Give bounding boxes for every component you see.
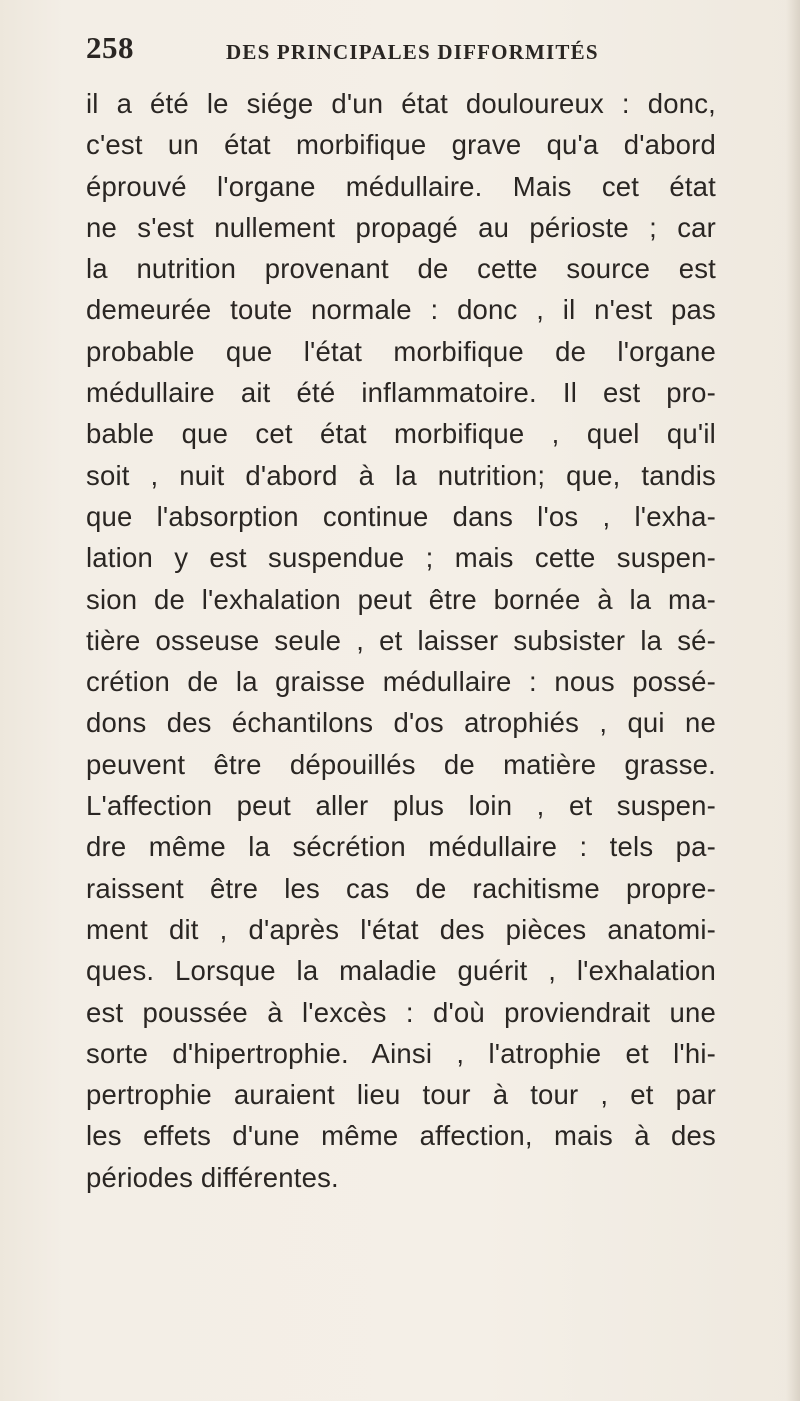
text-line: ne s'est nullement propagé au périoste ; car <box>86 211 716 243</box>
text-line: c'est un état morbifique grave qu'a d'abord <box>86 129 716 161</box>
text-line: peuvent être dépouillés de matière grasse. <box>86 748 716 780</box>
page-number: 258 <box>86 30 134 65</box>
text-line-last: périodes différentes. <box>86 1161 339 1193</box>
text-line: dons des échantilons d'os atrophiés , qui ne <box>86 707 716 739</box>
running-head <box>86 30 606 70</box>
text-line: raissent être les cas de rachitisme propre- <box>86 872 716 904</box>
text-line: lation y est suspendue ; mais cette suspen- <box>86 542 716 574</box>
body-text <box>86 83 716 1198</box>
text-line: ment dit , d'après l'état des pièces anatomi- <box>86 913 716 945</box>
text-line: probable que l'état morbifique de l'organe <box>86 335 716 367</box>
text-line: la nutrition provenant de cette source est <box>86 253 716 285</box>
text-line: demeurée toute normale : donc , il n'est pas <box>86 294 716 326</box>
text-line: éprouvé l'organe médullaire. Mais cet état <box>86 170 716 202</box>
text-line: que l'absorption continue dans l'os , l'exha- <box>86 500 716 532</box>
text-line: sion de l'exhalation peut être bornée à la ma- <box>86 583 716 615</box>
text-line: ques. Lorsque la maladie guérit , l'exhalation <box>86 955 716 987</box>
text-line: les effets d'une même affection, mais à des <box>86 1120 716 1152</box>
page-edge-shadow <box>786 0 800 1401</box>
text-line: pertrophie auraient lieu tour à tour , et par <box>86 1079 716 1111</box>
text-line: dre même la sécrétion médullaire : tels pa- <box>86 831 716 863</box>
text-line: tière osseuse seule , et laisser subsister la sé- <box>86 624 716 656</box>
running-head-title: DES PRINCIPALES DIFFORMITÉS <box>226 40 599 64</box>
text-line: soit , nuit d'abord à la nutrition; que, tandis <box>86 459 716 491</box>
text-line: L'affection peut aller plus loin , et suspen- <box>86 790 716 822</box>
text-line: est poussée à l'excès : d'où proviendrait une <box>86 996 716 1028</box>
text-line: bable que cet état morbifique , quel qu'il <box>86 418 716 450</box>
text-line: il a été le siége d'un état douloureux : donc, <box>86 88 716 119</box>
text-line: sorte d'hipertrophie. Ainsi , l'atrophie et l'hi- <box>86 1037 716 1069</box>
text-line: crétion de la graisse médullaire : nous possé- <box>86 666 716 698</box>
text-line: médullaire ait été inflammatoire. Il est pro- <box>86 377 716 409</box>
